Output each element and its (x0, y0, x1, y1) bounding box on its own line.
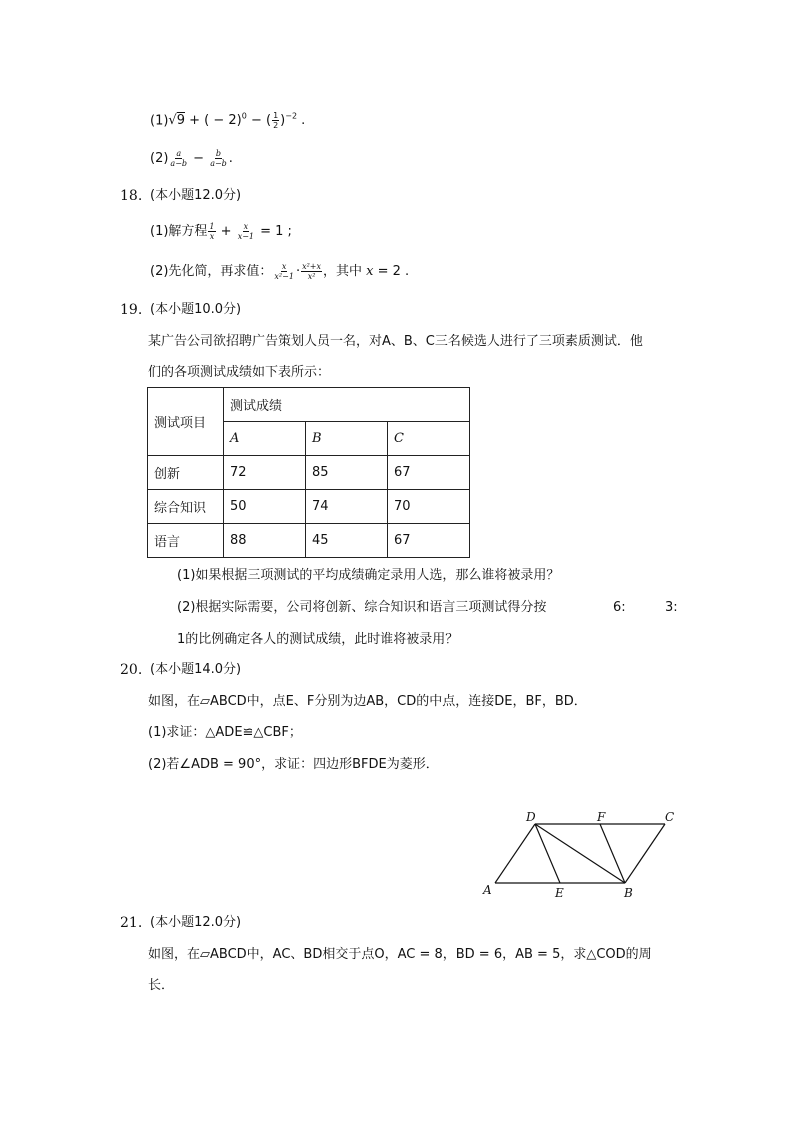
table-row (148, 456, 470, 490)
q17-part2-label: (2) (150, 151, 169, 166)
q17-part2-expression: $\frac{a}{a-b}$ − $\frac{b}{a-b}$ . (170, 149, 233, 168)
q19-stem-line1: 某广告公司欲招聘广告策划人员一名，对A、B、C三名候选人进行了三项素质测试．他 (148, 334, 643, 349)
q18-header: (本小题12.0分) (150, 188, 242, 203)
table-cell: 45 (306, 524, 388, 558)
table-cell: 72 (224, 456, 306, 490)
row-label: 综合知识 (148, 490, 224, 524)
table-row (148, 388, 470, 422)
q21-stem-line1: 如图，在▱ABCD中，AC、BD相交于点O，AC = 8，BD = 6，AB = 5，求△COD的周 (148, 947, 652, 962)
table-cell: 50 (224, 490, 306, 524)
q19-number: 19. (120, 302, 143, 318)
q21-stem-line2: 长． (148, 978, 175, 993)
q21-header: (本小题12.0分) (150, 915, 242, 930)
table-row (148, 490, 470, 524)
q20-header: (本小题14.0分) (150, 662, 242, 677)
table-cell: 67 (388, 524, 470, 558)
column-header-b: B (306, 422, 388, 456)
table-row (148, 524, 470, 558)
q18-part2-label: (2)先化简，再求值： (150, 264, 273, 279)
q18-part2-expression: $\frac{x}{\text{x²−1}}$ · $\frac{\text{x²+x}}{\text{x²}}$ ，其中 x = 2 . (274, 262, 410, 281)
scores-table (147, 387, 470, 558)
column-header-a: A (224, 422, 306, 456)
vertex-label-b: B (624, 886, 633, 900)
q19-question2-line2: 1的比例确定各人的测试成绩，此时谁将被录用？ (177, 632, 459, 647)
q19-ratio-part1: 6: (613, 600, 626, 615)
q17-part1-label: (1) (150, 113, 169, 129)
q17-part1 (150, 107, 305, 131)
q17-part1-expression: √9 + ( − 2)$^0$ − ( $\frac{1}{2}$ )$^{-2}$ . (168, 111, 306, 131)
vertex-label-d: D (526, 810, 536, 824)
table-cell: 74 (306, 490, 388, 524)
table-group-header: 测试成绩 (224, 388, 470, 422)
q18-part1 (150, 222, 292, 242)
table-cell: 88 (224, 524, 306, 558)
vertex-label-c: C (665, 810, 675, 824)
parallelogram-figure (478, 806, 688, 901)
row-label: 语言 (148, 524, 224, 558)
q21-number: 21. (120, 915, 143, 931)
q18-part1-label: (1)解方程 (150, 224, 208, 239)
vertex-label-e: E (555, 886, 564, 900)
q20-number: 20. (120, 662, 143, 678)
table-cell: 67 (388, 456, 470, 490)
edge-ad (495, 824, 535, 883)
q19-question1: (1)如果根据三项测试的平均成绩确定录用人选，那么谁将被录用？ (177, 568, 560, 583)
vertex-label-f: F (597, 810, 606, 824)
q19-stem-line2: 们的各项测试成绩如下表所示： (148, 365, 331, 380)
table-cell: 85 (306, 456, 388, 490)
table-cell: 70 (388, 490, 470, 524)
column-header-c: C (388, 422, 470, 456)
q18-part1-equation: $\frac{1}{x}$ + $\frac{x}{x-1}$ = 1 ; (209, 222, 292, 241)
q19-question2-line1: (2)根据实际需要，公司将创新、综合知识和语言三项测试得分按 (177, 600, 547, 615)
q20-part2: (2)若∠ADB = 90°，求证：四边形BFDE为菱形． (148, 757, 439, 772)
q19-header: (本小题10.0分) (150, 302, 242, 317)
table-corner-cell: 测试项目 (148, 388, 224, 456)
row-label: 创新 (148, 456, 224, 490)
segment-db (535, 824, 625, 883)
q17-part2 (150, 149, 233, 169)
q20-stem: 如图，在▱ABCD中，点E、F分别为边AB，CD的中点，连接DE，BF，BD． (148, 694, 587, 709)
q18-number: 18. (120, 188, 143, 204)
q18-part2 (150, 262, 409, 282)
q20-part1: (1)求证：△ADE≌△CBF； (148, 725, 302, 740)
q19-ratio-part2: 3: (665, 600, 678, 615)
edge-bc (625, 824, 665, 883)
vertex-label-a: A (483, 883, 492, 897)
